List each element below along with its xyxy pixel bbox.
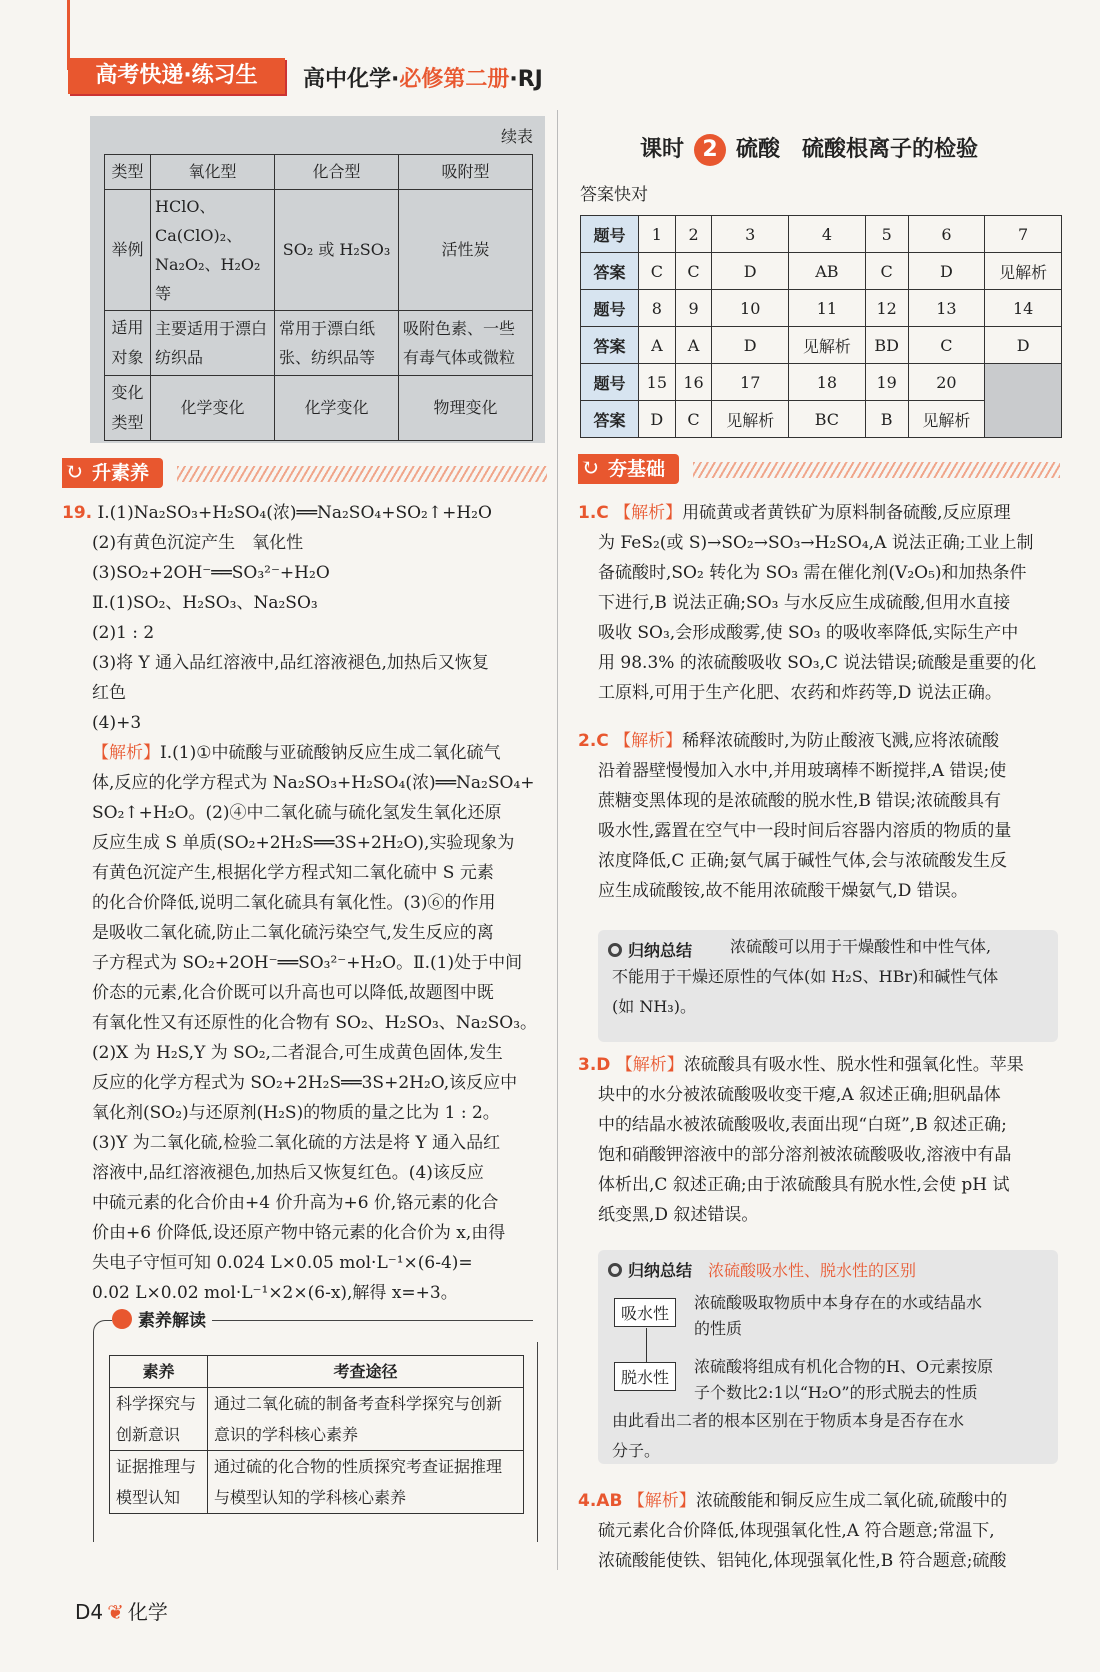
- analysis-line: (3)Y 为二氧化硫,检验二氧化硫的方法是将 Y 通入品红: [92, 1133, 501, 1153]
- page-number: D4: [75, 1600, 104, 1624]
- table-cell: D: [639, 401, 676, 438]
- table-cell: 11: [789, 290, 866, 327]
- table-cell: 化学变化: [151, 376, 275, 441]
- table-cell: D: [985, 327, 1062, 364]
- question-row: [581, 364, 1062, 401]
- analysis-line: 下进行,B 说法正确;SO₃ 与水反应生成硫酸,但用水直接: [598, 593, 1011, 613]
- table-header-cell: 类型: [105, 155, 151, 190]
- table-cell: 13: [908, 290, 985, 327]
- analysis-line: 体析出,C 叙述正确;由于浓硫酸具有脱水性,会使 pH 试: [598, 1175, 1010, 1195]
- answer-row: [581, 253, 1062, 290]
- table-cell: 见解析: [985, 253, 1062, 290]
- bulb-icon: [112, 1309, 132, 1329]
- analysis-line: Ⅰ.(1)①中硫酸与亚硫酸钠反应生成二氧化硫气: [160, 743, 501, 763]
- table-cell: 18: [789, 364, 866, 401]
- table-cell: 6: [908, 216, 985, 253]
- table-cell: 科学探究与创新意识: [110, 1388, 208, 1451]
- table-cell: 1: [639, 216, 676, 253]
- connector-line: [646, 1328, 647, 1362]
- table-cell: SO₂ 或 H₂SO₃: [275, 190, 399, 311]
- table-cell: 20: [908, 364, 985, 401]
- table-cell: B: [865, 401, 908, 438]
- q19-answers: [62, 498, 492, 738]
- analysis-line: SO₂↑+H₂O。(2)④中二氧化硫与硫化氢发生氧化还原: [92, 803, 502, 823]
- answer-line: Ⅰ.(1)Na₂SO₃+H₂SO₄(浓)══Na₂SO₄+SO₂↑+H₂O: [97, 503, 492, 523]
- table-cell: 活性炭: [399, 190, 533, 311]
- table-cell: 证据推理与模型认知: [110, 1451, 208, 1514]
- table-cell: 15: [639, 364, 676, 401]
- analysis-line: 是吸收二氧化硫,防止二氧化硫污染空气,发生反应的离: [92, 923, 494, 943]
- analysis-line: 纸变黑,D 叙述错误。: [598, 1205, 759, 1225]
- summary-label: [608, 1258, 916, 1281]
- literacy-title: [112, 1306, 212, 1331]
- analysis-line: 为 FeS₂(或 S)→SO₂→SO₃→H₂SO₄,A 说法正确;工业上制: [598, 533, 1034, 553]
- summary-box: [598, 930, 1058, 1042]
- analysis-line: 备硫酸时,SO₂ 转化为 SO₃ 需在催化剂(V₂O₅)和加热条件: [598, 563, 1027, 583]
- answer-line: Ⅱ.(1)SO₂、H₂SO₃、Na₂SO₃: [92, 593, 318, 613]
- table-cell: BC: [789, 401, 866, 438]
- table-cell: C: [639, 253, 676, 290]
- analysis-line: 吸收 SO₃,会形成酸雾,使 SO₃ 的吸收率降低,实际生产中: [598, 623, 1019, 643]
- table-row: [105, 376, 533, 441]
- table-cell: 7: [985, 216, 1062, 253]
- table-cell: 4: [789, 216, 866, 253]
- row-head: 变化类型: [105, 376, 151, 441]
- book-title: [303, 62, 543, 93]
- continued-label: 续表: [500, 127, 533, 146]
- analysis-line: 中的结晶水被浓硫酸吸收,表面出现“白斑”,B 叙述正确;: [598, 1115, 1007, 1135]
- table-cell: D: [908, 253, 985, 290]
- table-cell: 16: [675, 364, 712, 401]
- table-cell: 5: [865, 216, 908, 253]
- answer-line: (4)+3: [92, 713, 142, 733]
- analysis-line: 0.02 L×0.02 mol·L⁻¹×2×(6-x),解得 x=+3。: [92, 1283, 458, 1303]
- row-head: 答案: [581, 253, 639, 290]
- swirl-icon: ↻: [64, 460, 84, 485]
- table-cell: AB: [789, 253, 866, 290]
- analysis-line: 溶液中,品红溶液褪色,加热后又恢复红色。(4)该反应: [92, 1163, 484, 1183]
- analysis-line: 体,反应的化学方程式为 Na₂SO₃+H₂SO₄(浓)══Na₂SO₄+: [92, 773, 535, 793]
- answer-row: [581, 327, 1062, 364]
- stripe-decoration: [693, 462, 1060, 478]
- q4-answer: [578, 1486, 1007, 1576]
- continued-table-box: [90, 116, 545, 443]
- stripe-decoration: [177, 466, 547, 482]
- answer-table: [580, 215, 1062, 438]
- summary-line: 浓硫酸吸取物质中本身存在的水或结晶水: [694, 1293, 983, 1312]
- analysis-label: 【解析】: [615, 1055, 684, 1075]
- summary-line: 由此看出二者的根本区别在于物质本身是否存在水: [612, 1411, 965, 1430]
- analysis-line: 反应生成 S 单质(SO₂+2H₂S══3S+2H₂O),实验现象为: [92, 833, 515, 853]
- question-number: 1.C: [578, 503, 609, 523]
- summary-line: 不能用于干燥还原性的气体(如 H₂S、HBr)和碱性气体: [612, 967, 999, 986]
- analysis-line: 价态的元素,化合价既可以升高也可以降低,故题图中既: [92, 983, 494, 1003]
- table-cell: 主要适用于漂白纺织品: [151, 311, 275, 376]
- table-header-row: [110, 1356, 524, 1388]
- series-badge: 高考快递·练习生: [68, 58, 285, 94]
- table-cell: C: [865, 253, 908, 290]
- analysis-line: 子方程式为 SO₂+2OH⁻══SO₃²⁻+H₂O。Ⅱ.(1)处于中间: [92, 953, 523, 973]
- analysis-label: 【解析】: [614, 503, 683, 523]
- analysis-line: (2)X 为 H₂S,Y 为 SO₂,二者混合,可生成黄色固体,发生: [92, 1043, 503, 1063]
- summary-box-2: [598, 1250, 1058, 1464]
- row-head: 题号: [581, 290, 639, 327]
- analysis-line: 沿着器壁慢慢加入水中,并用玻璃棒不断搅拌,A 错误;使: [598, 761, 1007, 781]
- quick-answers-label: 答案快对: [580, 185, 648, 205]
- table-header-cell: 吸附型: [399, 155, 533, 190]
- target-icon: [608, 1263, 622, 1277]
- row-head: 答案: [581, 327, 639, 364]
- analysis-line: 反应的化学方程式为 SO₂+2H₂S══3S+2H₂O,该反应中: [92, 1073, 518, 1093]
- summary-line: 的性质: [694, 1319, 743, 1338]
- q2-answer: [578, 726, 1011, 906]
- summary-body: [694, 1290, 982, 1342]
- summary-label-text: 归纳总结: [628, 941, 693, 960]
- keyword-box: 吸水性: [614, 1298, 676, 1327]
- analysis-line: 有黄色沉淀产生,根据化学方程式知二氧化硫中 S 元素: [92, 863, 494, 883]
- analysis-line: 失电子守恒可知 0.024 L×0.05 mol·L⁻¹×(6-4)=: [92, 1253, 473, 1273]
- question-number: 19.: [62, 503, 93, 523]
- row-head: 举例: [105, 190, 151, 311]
- literacy-arrow-line: [537, 1342, 538, 1542]
- table-header-cell: 化合型: [275, 155, 399, 190]
- question-row: [581, 216, 1062, 253]
- analysis-label: 【解析】: [614, 731, 683, 751]
- table-cell: 见解析: [908, 401, 985, 438]
- section-bar-literacy: [62, 456, 547, 490]
- table-cell: A: [675, 327, 712, 364]
- summary-line: (如 NH₃)。: [612, 997, 696, 1016]
- summary-line: 分子。: [612, 1441, 661, 1460]
- analysis-line: 浓硫酸能使铁、铝钝化,体现强氧化性,B 符合题意;硫酸: [598, 1551, 1007, 1571]
- table-header-cell: 氧化型: [151, 155, 275, 190]
- answer-line: (2)有黄色沉淀产生 氧化性: [92, 533, 304, 553]
- question-number: 2.C: [578, 731, 609, 751]
- q3-answer: [578, 1050, 1024, 1230]
- table-row: [110, 1388, 524, 1451]
- table-row: [110, 1451, 524, 1514]
- table-cell: 常用于漂白纸张、纺织品等: [275, 311, 399, 376]
- analysis-line: 浓硫酸具有吸水性、脱水性和强氧化性。苹果: [683, 1055, 1024, 1075]
- analysis-line: 浓度降低,C 正确;氨气属于碱性气体,会与浓硫酸发生反: [598, 851, 1007, 871]
- answer-line: (3)将 Y 通入品红溶液中,品红溶液褪色,加热后又恢复: [92, 653, 489, 673]
- table-row: [105, 190, 533, 311]
- column-divider: [557, 110, 558, 1570]
- table-cell: 通过二氧化硫的制备考查科学探究与创新意识的学科核心素养: [208, 1388, 524, 1451]
- answer-line: (2)1 : 2: [92, 623, 155, 643]
- table-cell: 9: [675, 290, 712, 327]
- analysis-line: 应生成硫酸铵,故不能用浓硫酸干燥氨气,D 错误。: [598, 881, 968, 901]
- analysis-line: 的化合价降低,说明二氧化硫具有氧化性。(3)⑥的作用: [92, 893, 496, 913]
- subject-label: 化学: [127, 1600, 168, 1624]
- lesson-title: [640, 132, 978, 166]
- table-cell: 17: [712, 364, 789, 401]
- table-cell: D: [712, 253, 789, 290]
- analysis-line: 有氧化性又有还原性的化合物有 SO₂、H₂SO₃、Na₂SO₃。: [92, 1013, 538, 1033]
- table-cell: 12: [865, 290, 908, 327]
- analysis-line: 价由+6 价降低,设还原产物中铬元素的化合价为 x,由得: [92, 1223, 506, 1243]
- lesson-number: 2: [694, 134, 726, 166]
- blank-cell: [985, 364, 1062, 438]
- summary-body: [694, 1354, 993, 1406]
- title-accent: 必修第二册: [399, 67, 510, 92]
- analysis-line: 浓硫酸能和铜反应生成二氧化硫,硫酸中的: [695, 1491, 1008, 1511]
- row-head: 题号: [581, 216, 639, 253]
- swirl-icon: ↻: [580, 456, 600, 481]
- row-head: 答案: [581, 401, 639, 438]
- table-cell: 通过硫的化合物的性质探究考查证据推理与模型认知的学科核心素养: [208, 1451, 524, 1514]
- row-head: 题号: [581, 364, 639, 401]
- analysis-line: 用 98.3% 的浓硫酸吸收 SO₃,C 说法错误;硫酸是重要的化: [598, 653, 1037, 673]
- summary-body: [612, 932, 998, 1022]
- q1-answer: [578, 498, 1036, 708]
- literacy-table: [109, 1355, 524, 1514]
- table-cell: 19: [865, 364, 908, 401]
- question-row: [581, 290, 1062, 327]
- table-cell: A: [639, 327, 676, 364]
- lesson-name: 硫酸 硫酸根离子的检验: [736, 137, 979, 162]
- table-cell: C: [675, 253, 712, 290]
- question-number: 3.D: [578, 1055, 611, 1075]
- analysis-label: 【解析】: [92, 743, 160, 763]
- answer-line: 红色: [92, 683, 126, 703]
- analysis-line: 吸水性,露置在空气中一段时间后容器内溶质的物质的量: [598, 821, 1012, 841]
- analysis-line: 蔗糖变黑体现的是浓硫酸的脱水性,B 错误;浓硫酸具有: [598, 791, 1002, 811]
- table-cell: 化学变化: [275, 376, 399, 441]
- analysis-line: 用硫黄或者黄铁矿为原料制备硫酸,反应原理: [682, 503, 1011, 523]
- analysis-line: 饱和硝酸钾溶液中的部分溶剂被浓硫酸吸收,溶液中有晶: [598, 1145, 1012, 1165]
- summary-line: 浓硫酸将组成有机化合物的H、O元素按原: [694, 1357, 994, 1376]
- bleach-type-table: [104, 154, 533, 441]
- summary-line: 浓硫酸可以用于干燥酸性和中性气体,: [730, 937, 992, 956]
- summary-conclusion: [612, 1406, 964, 1466]
- answer-line: (3)SO₂+2OH⁻══SO₃²⁻+H₂O: [92, 563, 330, 583]
- page-footer: [75, 1596, 168, 1625]
- summary-topic: 浓硫酸吸水性、脱水性的区别: [708, 1261, 917, 1280]
- lesson-prefix: 课时: [640, 137, 685, 162]
- table-cell: D: [712, 327, 789, 364]
- table-cell: 14: [985, 290, 1062, 327]
- title-prefix: 高中化学·: [303, 67, 400, 92]
- table-header-row: [105, 155, 533, 190]
- analysis-label: 【解析】: [627, 1491, 696, 1511]
- table-cell: 物理变化: [399, 376, 533, 441]
- table-cell: HClO、Ca(ClO)₂、Na₂O₂、H₂O₂ 等: [151, 190, 275, 311]
- table-cell: 10: [712, 290, 789, 327]
- analysis-line: 稀释浓硫酸时,为防止酸液飞溅,应将浓硫酸: [682, 731, 999, 751]
- section-tag: 夯基础: [578, 454, 679, 484]
- literacy-title-text: 素养解读: [138, 1311, 206, 1331]
- table-cell: 吸附色素、一些有毒气体或微粒: [399, 311, 533, 376]
- q19-analysis: [92, 738, 537, 1308]
- table-cell: BD: [865, 327, 908, 364]
- table-cell: 见解析: [789, 327, 866, 364]
- analysis-line: 氧化剂(SO₂)与还原剂(H₂S)的物质的量之比为 1 : 2。: [92, 1103, 500, 1123]
- analysis-line: 工原料,可用于生产化肥、农药和炸药等,D 说法正确。: [598, 683, 1002, 703]
- table-cell: 8: [639, 290, 676, 327]
- question-number: 4.AB: [578, 1491, 623, 1511]
- table-row: [105, 311, 533, 376]
- section-bar-basics: [578, 452, 1060, 486]
- title-suffix: ·RJ: [509, 67, 543, 92]
- table-cell: 3: [712, 216, 789, 253]
- summary-label-text: 归纳总结: [628, 1261, 693, 1280]
- analysis-line: 中硫元素的化合价由+4 价升高为+6 价,铬元素的化合: [92, 1193, 499, 1213]
- table-header-cell: 素养: [110, 1356, 208, 1388]
- leaf-icon: ❦: [107, 1600, 124, 1624]
- table-header-cell: 考查途径: [208, 1356, 524, 1388]
- analysis-line: 块中的水分被浓硫酸吸收变干瘪,A 叙述正确;胆矾晶体: [598, 1085, 1001, 1105]
- row-head: 适用对象: [105, 311, 151, 376]
- section-tag: 升素养: [62, 458, 163, 488]
- table-cell: 见解析: [712, 401, 789, 438]
- table-cell: C: [908, 327, 985, 364]
- table-cell: C: [675, 401, 712, 438]
- analysis-line: 硫元素化合价降低,体现强氧化性,A 符合题意;常温下,: [598, 1521, 995, 1541]
- summary-line: 子个数比2:1以“H₂O”的形式脱去的性质: [694, 1383, 978, 1402]
- table-cell: 2: [675, 216, 712, 253]
- keyword-box: 脱水性: [614, 1362, 676, 1391]
